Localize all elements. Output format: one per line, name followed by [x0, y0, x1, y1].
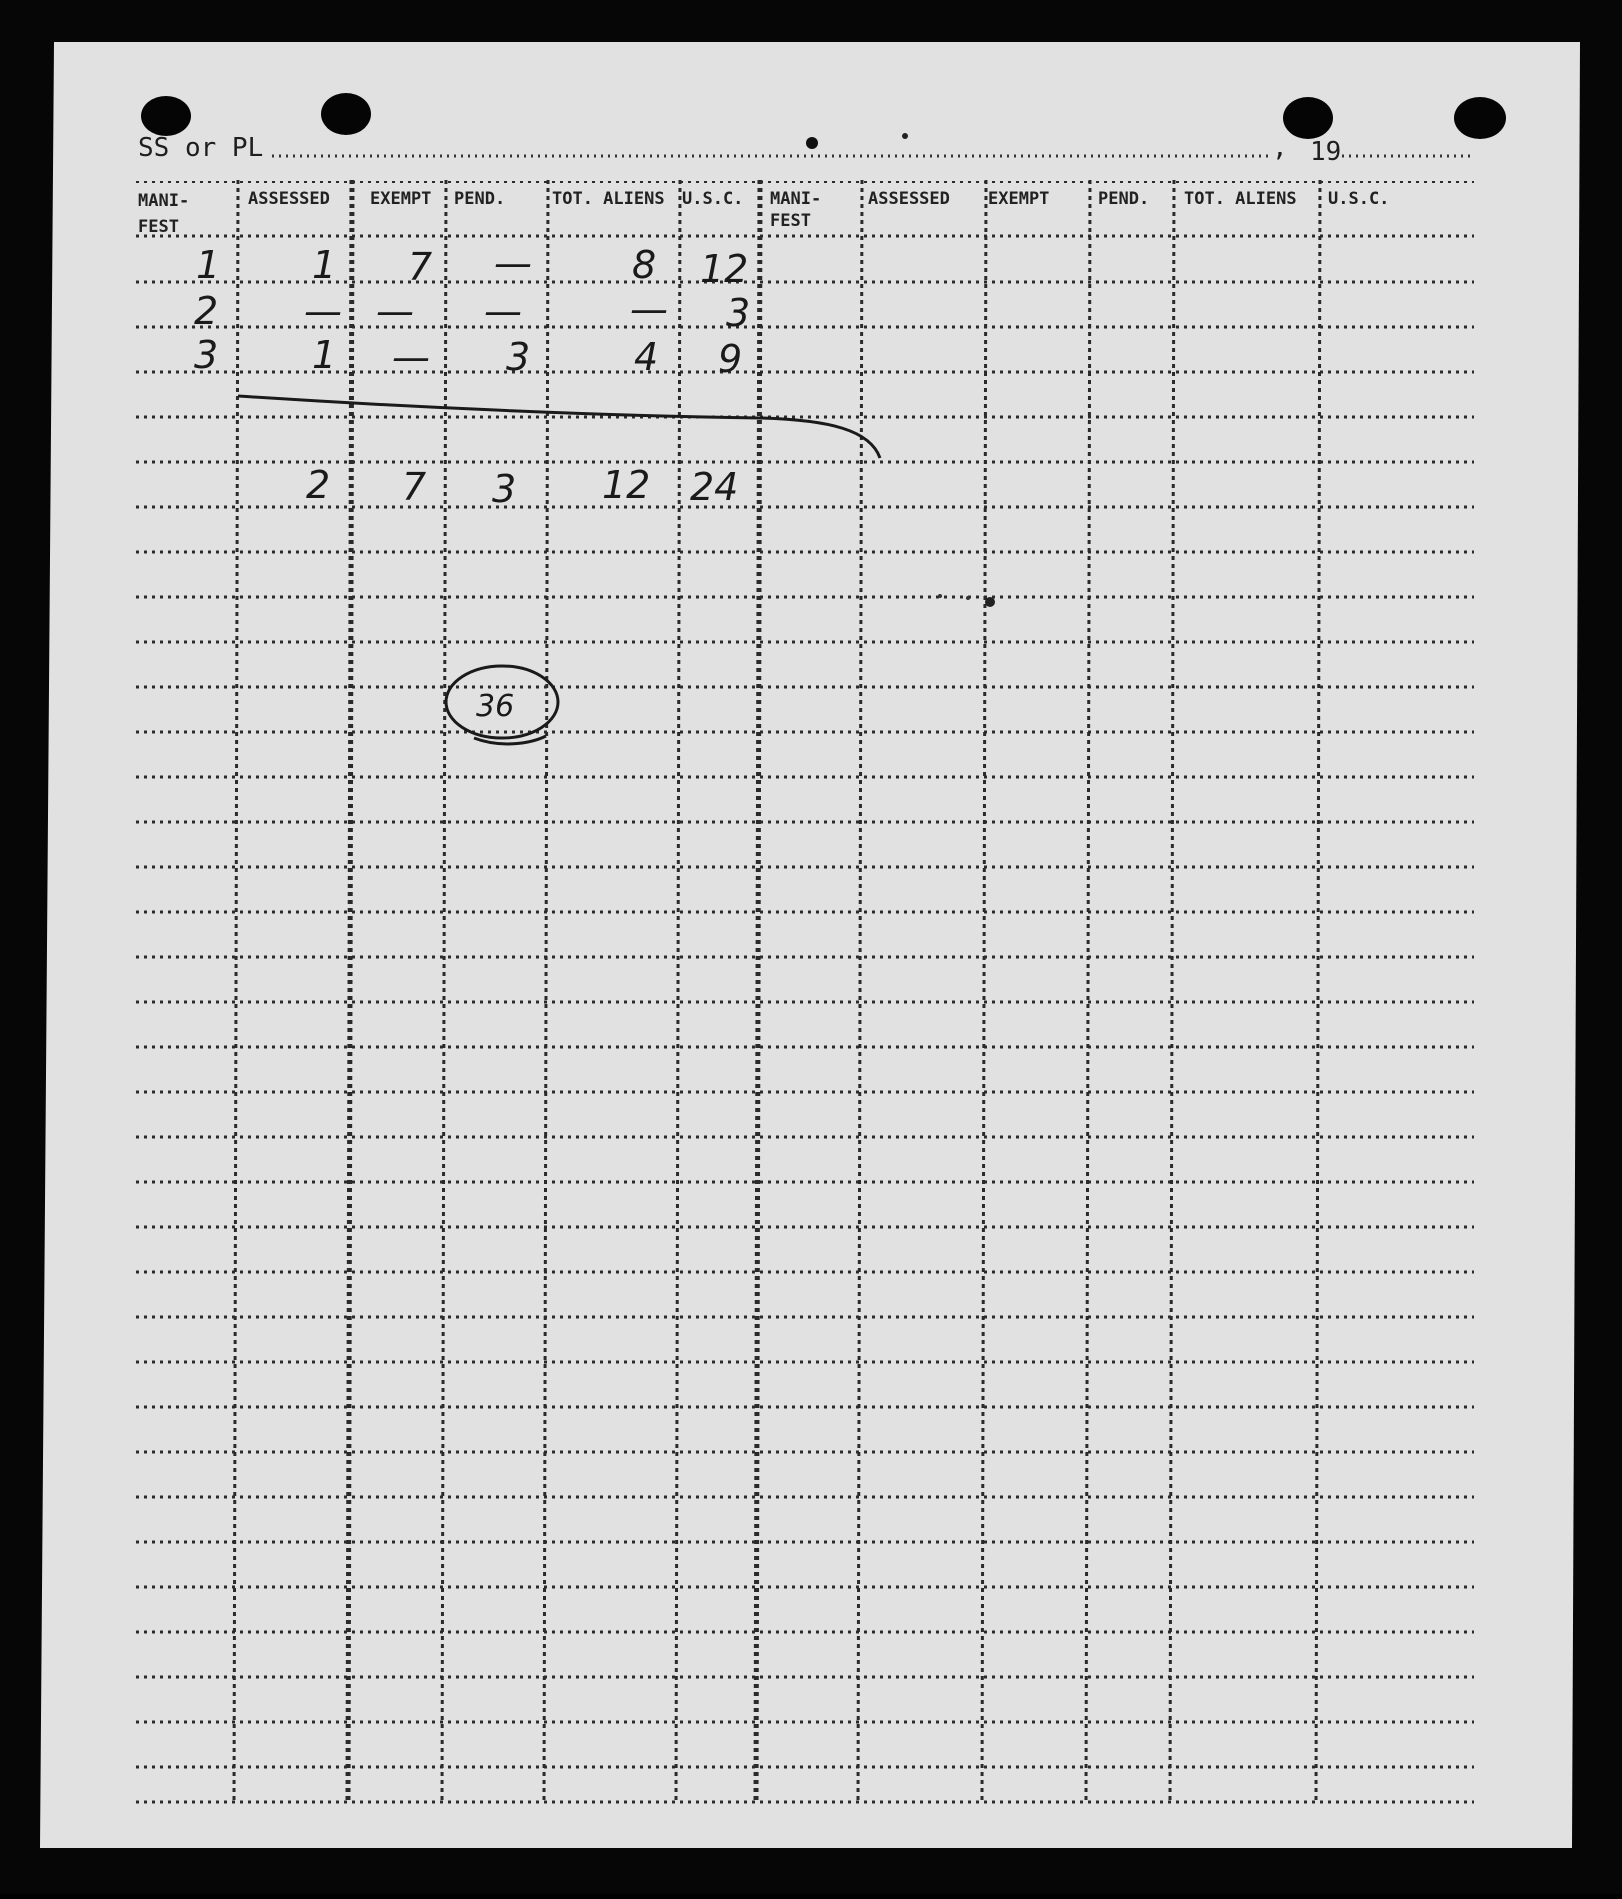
row1-exempt: 7 [408, 245, 433, 289]
row1-usc: 12 [700, 247, 749, 291]
total-pend: 3 [492, 467, 517, 511]
row2-usc: 3 [726, 291, 751, 335]
col-header-manifest-2: FEST [138, 217, 179, 237]
col-header-manifest: MANI- [138, 191, 190, 211]
punch-hole [1283, 97, 1333, 139]
col-header-usc-right: U.S.C. [1328, 189, 1390, 209]
col-header-manifest-right-2: FEST [770, 211, 811, 231]
row1-manifest: 1 [196, 243, 221, 287]
ss-or-pl-label: SS or PL [138, 133, 264, 163]
punch-hole [141, 96, 191, 136]
paper-background [40, 42, 1580, 1848]
row2-assessed: — [304, 289, 342, 333]
col-header-tot-aliens: TOT. ALIENS [552, 189, 665, 209]
row3-assessed: 1 [312, 333, 337, 377]
row2-tot-aliens: — [630, 287, 668, 331]
row3-exempt: — [392, 335, 430, 379]
col-header-pend: PEND. [454, 189, 506, 209]
row3-manifest: 3 [194, 333, 219, 377]
row2-exempt: — [376, 289, 414, 333]
total-tot-aliens: 12 [602, 463, 651, 507]
col-header-exempt: EXEMPT [370, 189, 432, 209]
col-header-exempt-right: EXEMPT [988, 189, 1050, 209]
row3-usc: 9 [718, 337, 743, 381]
col-header-assessed-right: ASSESSED [868, 189, 950, 209]
total-usc: 24 [690, 465, 739, 509]
row2-manifest: 2 [194, 289, 219, 333]
col-header-tot-aliens-right: TOT. ALIENS [1184, 189, 1297, 209]
svg-text:,: , [1272, 133, 1288, 163]
row1-tot-aliens: 8 [632, 243, 657, 287]
row3-pend: 3 [506, 335, 531, 379]
row1-assessed: 1 [312, 243, 337, 287]
punch-hole [321, 93, 371, 135]
punch-hole [1454, 97, 1506, 139]
total-assessed: 2 [306, 463, 331, 507]
row2-pend: — [484, 289, 522, 333]
row3-tot-aliens: 4 [634, 335, 659, 379]
col-header-usc: U.S.C. [682, 189, 744, 209]
row1-pend: — [494, 241, 532, 285]
col-header-assessed: ASSESSED [248, 189, 330, 209]
col-header-manifest-right: MANI- [770, 189, 822, 209]
year-prefix: 19 [1310, 137, 1342, 167]
circled-total: 36 [476, 689, 515, 724]
total-exempt: 7 [402, 465, 427, 509]
col-header-pend-right: PEND. [1098, 189, 1150, 209]
